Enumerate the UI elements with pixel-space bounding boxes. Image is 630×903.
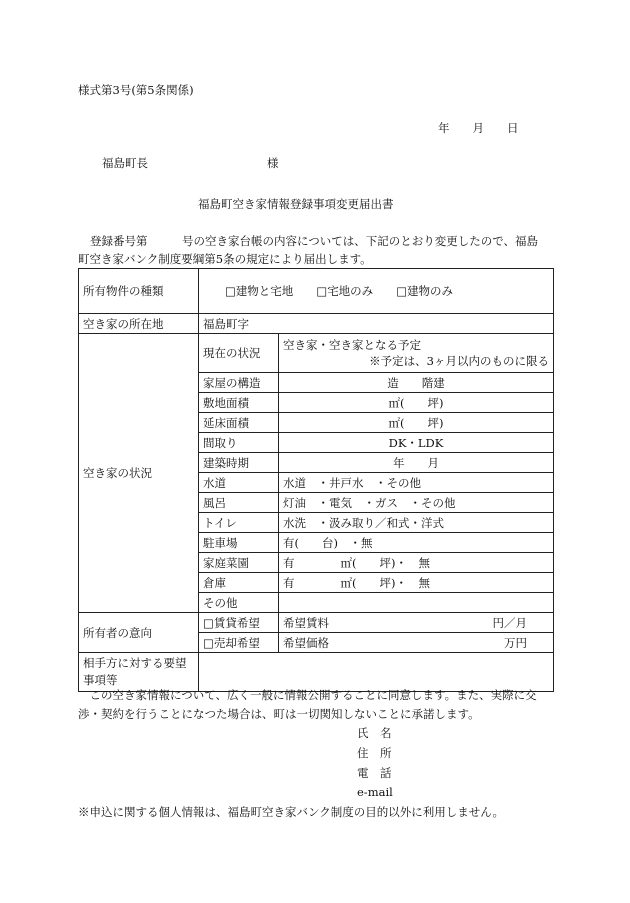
row-label: 延床面積	[199, 413, 279, 433]
checkbox-sale[interactable]	[203, 636, 214, 650]
sale-option-cell: □ 売却希望	[199, 633, 279, 653]
signature-email: e-mail	[357, 785, 393, 799]
checkbox-rent[interactable]	[203, 616, 214, 630]
signature-phone: 電 話	[357, 766, 392, 780]
row-label: 現在の状況	[199, 334, 279, 373]
signature-address: 住 所	[357, 746, 392, 760]
row-value[interactable]: 年 月	[279, 453, 554, 473]
location-value[interactable]: 福島町字	[199, 314, 554, 334]
checkbox-building-only[interactable]	[396, 284, 407, 298]
sale-price-cell[interactable]: 希望価格 万円	[279, 633, 554, 653]
row-value[interactable]: 有 ㎡( 坪)・ 無	[279, 573, 554, 593]
row-value[interactable]: ㎡( 坪)	[279, 393, 554, 413]
row-label: 家屋の構造	[199, 373, 279, 393]
rent-price-cell[interactable]: 希望賃料 円／月	[279, 613, 554, 633]
row-value[interactable]	[279, 593, 554, 613]
intro-line-1: 登録番号第 号の空き家台帳の内容については、下記のとおり変更したので、福島	[90, 234, 539, 248]
type-options: □ 建物と宅地 □ 宅地のみ □ 建物のみ	[199, 269, 554, 314]
row-label: 風呂	[199, 493, 279, 513]
rent-option-cell: □ 賃貸希望	[199, 613, 279, 633]
page-title: 福島町空き家情報登録事項変更届出書	[198, 197, 394, 211]
table-row	[79, 269, 554, 314]
row-value[interactable]: 造 階建	[279, 373, 554, 393]
checkbox-building-land[interactable]	[225, 284, 236, 298]
row-label: 倉庫	[199, 573, 279, 593]
form-number: 様式第3号(第5条関係)	[78, 83, 194, 97]
request-label: 相手方に対する要望 事項等	[79, 653, 199, 692]
row-value[interactable]: DK・LDK	[279, 433, 554, 453]
row-value[interactable]: 有 ㎡( 坪)・ 無	[279, 553, 554, 573]
row-label: 駐車場	[199, 533, 279, 553]
row-value-current[interactable]: 空き家・空き家となる予定 ※予定は、3ヶ月以内のものに限る	[279, 334, 554, 373]
date-field: 年 月 日	[438, 121, 519, 135]
footnote: ※申込に関する個人情報は、福島町空き家バンク制度の目的以外に利用しません。	[78, 805, 504, 819]
row-value[interactable]: ㎡( 坪)	[279, 413, 554, 433]
location-label: 空き家の所在地	[79, 314, 199, 334]
row-value[interactable]: 有( 台) ・無	[279, 533, 554, 553]
row-label: 家庭菜園	[199, 553, 279, 573]
addressee-suffix: 様	[267, 156, 279, 170]
row-label: トイレ	[199, 513, 279, 533]
status-label: 空き家の状況	[79, 334, 199, 613]
row-value[interactable]: 灯油 ・電気 ・ガス ・その他	[279, 493, 554, 513]
row-label: 間取り	[199, 433, 279, 453]
type-label: 所有物件の種類	[79, 269, 199, 314]
intro-line-2: 町空き家バンク制度要綱第5条の規定により届出します。	[78, 252, 372, 266]
row-value[interactable]: 水洗 ・汲み取り／和式・洋式	[279, 513, 554, 533]
table-row	[79, 334, 554, 373]
row-label: 建築時期	[199, 453, 279, 473]
table-row	[79, 613, 554, 633]
row-label: 敷地面積	[199, 393, 279, 413]
row-label: その他	[199, 593, 279, 613]
row-label: 水道	[199, 473, 279, 493]
registration-table	[78, 268, 554, 692]
consent-text: この空き家情報について、広く一般に情報公開することに同意します。また、実際に交渉・契約を行うことになつた場合は、町は一切関知しないことに承諾します。	[78, 688, 537, 721]
addressee: 福島町長	[102, 156, 148, 170]
row-value[interactable]: 水道 ・井戸水 ・その他	[279, 473, 554, 493]
signature-name: 氏 名	[357, 726, 392, 740]
table-row	[79, 314, 554, 334]
intent-label: 所有者の意向	[79, 613, 199, 653]
checkbox-land-only[interactable]	[316, 284, 327, 298]
